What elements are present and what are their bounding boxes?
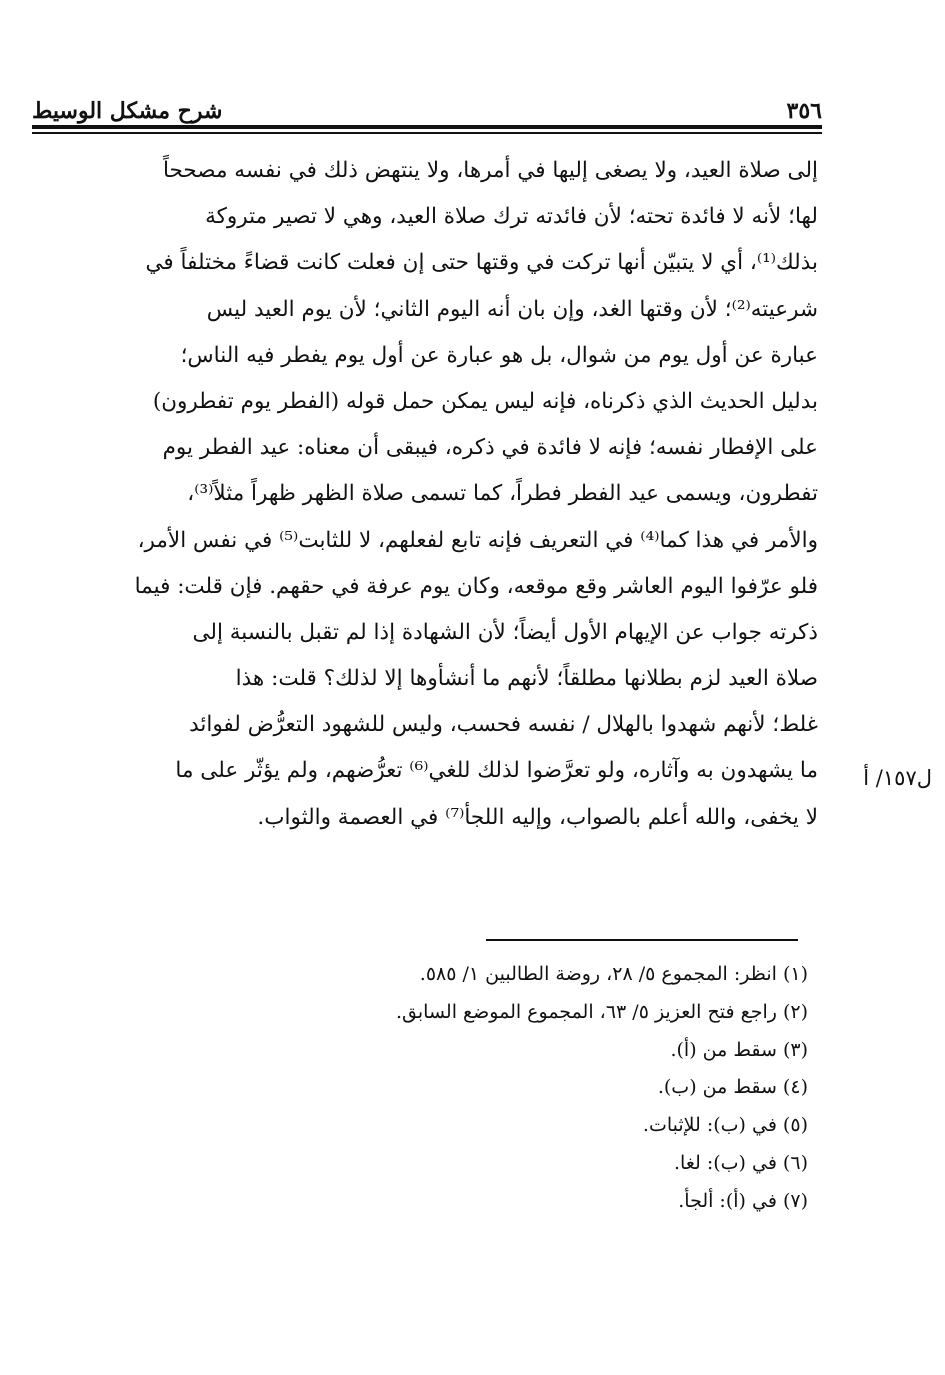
main-text [36,148,818,841]
text-line: ذكرته جواب عن الإيهام الأول أيضاً؛ لأن الشهادة إذا لم تقبل بالنسبة إلى [192,619,818,645]
text-line: إلى صلاة العيد، ولا يصغى إليها في أمرها، ولا ينتهض ذلك في نفسه مصححاً [163,158,818,183]
text-line: والأمر في هذا كما⁽⁴⁾ في التعريف فإنه تابع لفعلهم، لا للثابت⁽⁵⁾ في نفس الأمر، [137,527,818,553]
footnotes [330,956,808,1221]
text-line: غلط؛ لأنهم شهدوا بالهلال / نفسه فحسب، وليس للشهود التعرُّض لفوائد [189,712,818,738]
text-line: على الإفطار نفسه؛ فإنه لا فائدة في ذكره، فيبقى أن معناه: عيد الفطر يوم [162,435,818,461]
text-line: ما يشهدون به وآثاره، ولو تعرَّضوا لذلك للغي⁽⁶⁾ تعرُّضهم، ولم يؤثّر على ما [175,758,818,784]
text-line: فلو عرّفوا اليوم العاشر وقع موقعه، وكان يوم عرفة في حقهم. فإن قلت: فيما [134,573,818,599]
footnote: (٢) راجع فتح العزيز ٥/ ٦٣، المجموع الموضع السابق. [396,1000,808,1023]
manuscript-folio-note: ل١٥٧/ أ [863,766,932,790]
footnote: (١) انظر: المجموع ٥/ ٢٨، روضة الطالبين ١/ ٥٨٥. [419,963,808,985]
header-rule-thin [32,132,822,134]
page-number: ٣٥٦ [786,98,822,124]
text-line: تفطرون، ويسمى عيد الفطر فطراً، كما تسمى صلاة الظهر ظهراً مثلاً⁽³⁾، [187,481,818,507]
footnote: (٦) في (ب): لغا. [674,1151,808,1174]
text-line: لا يخفى، والله أعلم بالصواب، وإليه اللجأ⁽⁷⁾ في العصمة والثواب. [257,804,818,830]
footnote: (٣) سقط من (أ). [670,1038,808,1061]
footnote: (٤) سقط من (ب). [657,1076,808,1099]
text-line: صلاة العيد لزم بطلانها مطلقاً؛ لأنهم ما أنشأوها إلا لذلك؟ قلت: هذا [235,666,818,692]
text-line: عبارة عن أول يوم من شوال، بل هو عبارة عن أول يوم يفطر فيه الناس؛ [180,342,818,368]
footnote: (٥) في (ب): للإثبات. [642,1114,808,1137]
header-rule-thick [32,125,822,129]
page-header [32,88,822,124]
footnote: (٧) في (أ): ألجأ. [678,1189,808,1212]
text-line: بدليل الحديث الذي ذكرناه، فإنه ليس يمكن حمل قوله (الفطر يوم تفطرون) [152,388,818,414]
book-title: شرح مشكل الوسيط [32,98,223,124]
text-line: بذلك⁽¹⁾، أي لا يتبيّن أنها تركت في وقتها حتى إن فعلت كانت قضاءً مختلفاً في [145,250,818,276]
footnote-separator [486,939,798,941]
text-line: لها؛ لأنه لا فائدة تحته؛ لأن فائدته ترك صلاة العيد، وهي لا تصير متروكة [205,204,818,230]
text-line: شرعيته⁽²⁾؛ لأن وقتها الغد، وإن بان أنه اليوم الثاني؛ لأن يوم العيد ليس [206,296,818,322]
